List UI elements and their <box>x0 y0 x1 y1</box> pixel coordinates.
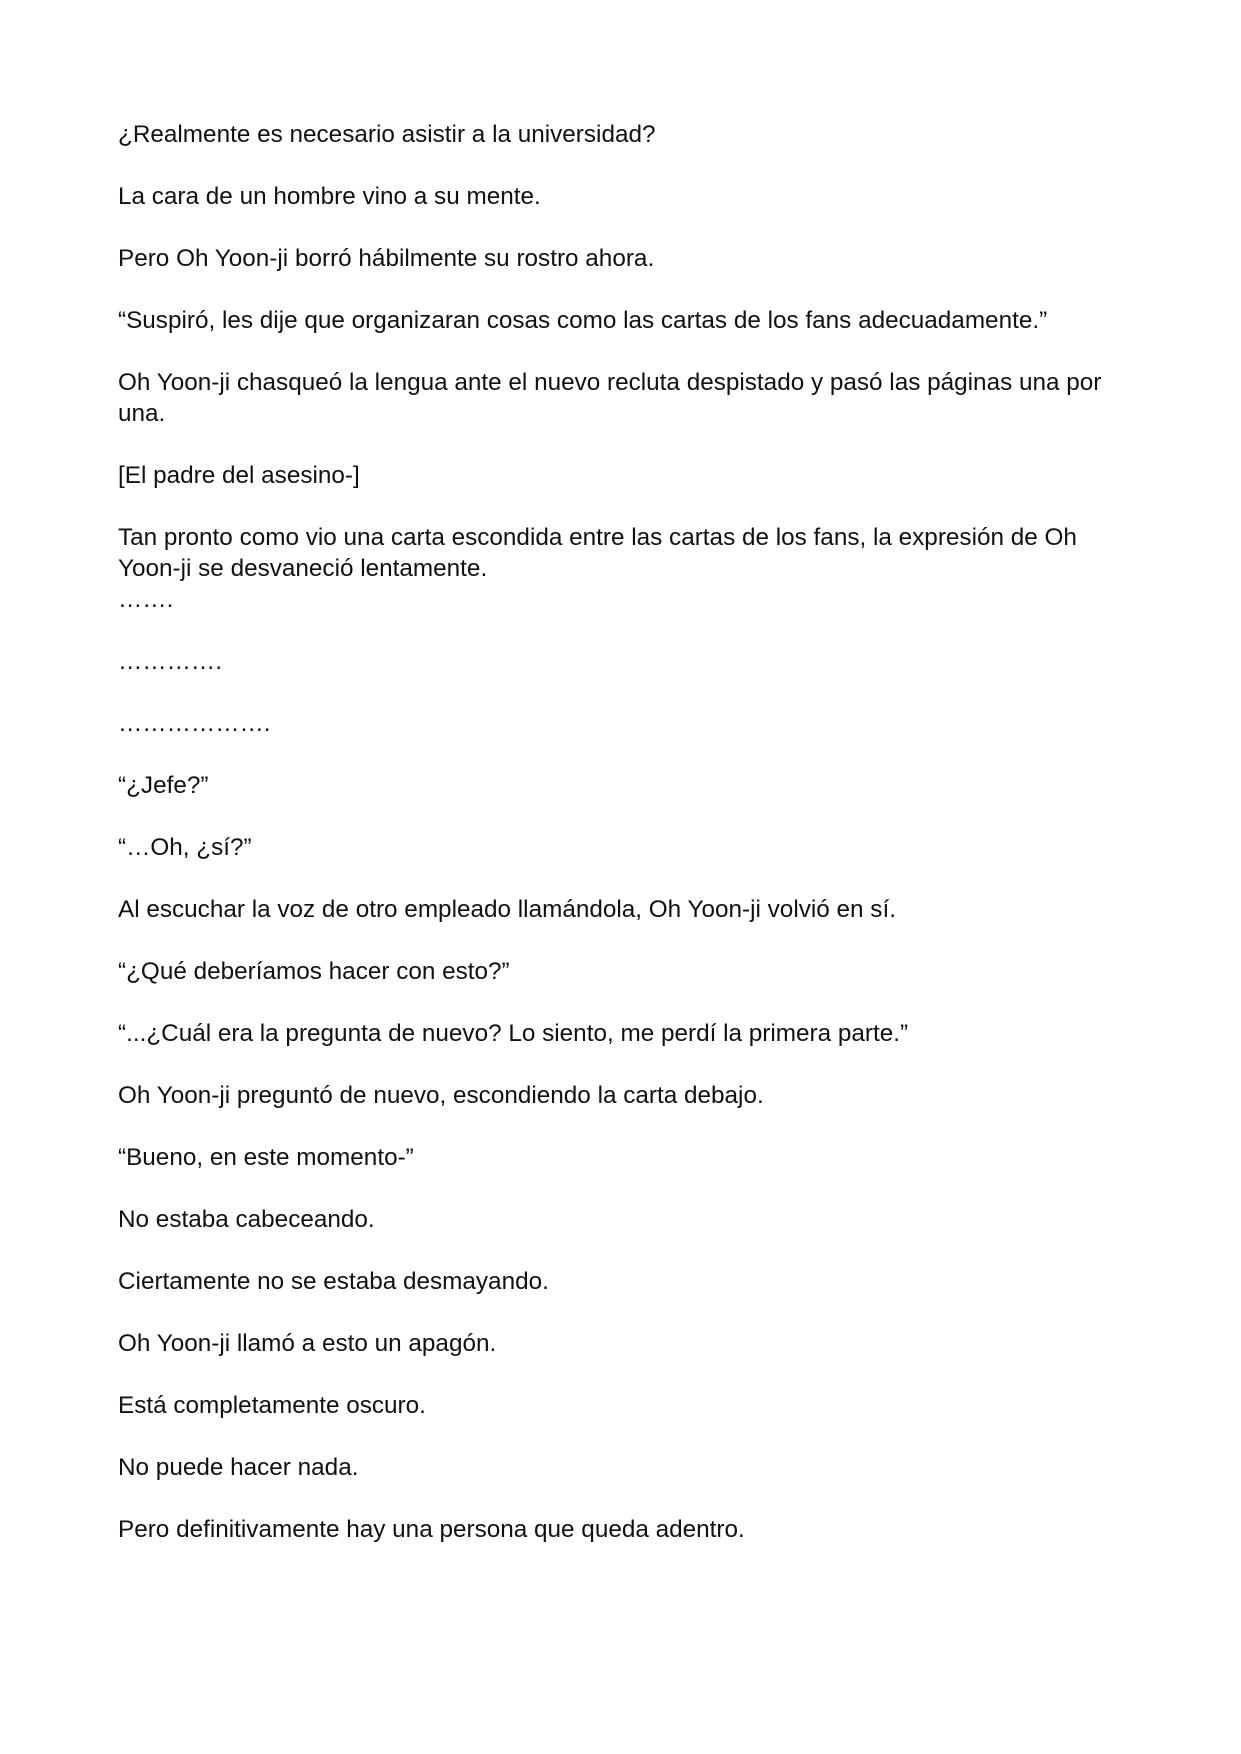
paragraph: Tan pronto como vio una carta escondida entre las cartas de los fans, la expresión de Oh Yoon-ji se desvaneció lentamente. <box>118 524 1084 582</box>
dialogue-line: “¿Qué deberíamos hacer con esto?” <box>118 958 510 985</box>
paragraph: Oh Yoon-ji chasqueó la lengua ante el nuevo recluta despistado y pasó las páginas una por una. <box>118 369 1109 427</box>
dialogue-line: “¿Jefe?” <box>118 772 209 799</box>
paragraph: Oh Yoon-ji llamó a esto un apagón. <box>118 1330 497 1357</box>
paragraph: Pero Oh Yoon-ji borró hábilmente su rostro ahora. <box>118 245 655 272</box>
paragraph: No estaba cabeceando. <box>118 1206 375 1233</box>
dialogue-line: “…Oh, ¿sí?” <box>118 834 252 861</box>
paragraph: Pero definitivamente hay una persona que queda adentro. <box>118 1516 745 1543</box>
dialogue-line: “...¿Cuál era la pregunta de nuevo? Lo siento, me perdí la primera parte.” <box>118 1020 909 1047</box>
paragraph: No puede hacer nada. <box>118 1454 359 1481</box>
paragraph: ¿Realmente es necesario asistir a la universidad? <box>118 121 656 148</box>
ellipsis-line: ……. <box>118 586 174 613</box>
ellipsis-line: ………………. <box>118 710 271 737</box>
ellipsis-line: …………. <box>118 648 222 675</box>
paragraph: La cara de un hombre vino a su mente. <box>118 183 541 210</box>
paragraph: Oh Yoon-ji preguntó de nuevo, escondiendo la carta debajo. <box>118 1082 764 1109</box>
dialogue-line: “Bueno, en este momento-” <box>118 1144 414 1171</box>
paragraph: [El padre del asesino-] <box>118 462 360 489</box>
paragraph: Está completamente oscuro. <box>118 1392 426 1419</box>
paragraph: Al escuchar la voz de otro empleado llamándola, Oh Yoon-ji volvió en sí. <box>118 896 896 923</box>
paragraph: “Suspiró, les dije que organizaran cosas como las cartas de los fans adecuadamente.” <box>118 307 1048 334</box>
paragraph: Ciertamente no se estaba desmayando. <box>118 1268 549 1295</box>
